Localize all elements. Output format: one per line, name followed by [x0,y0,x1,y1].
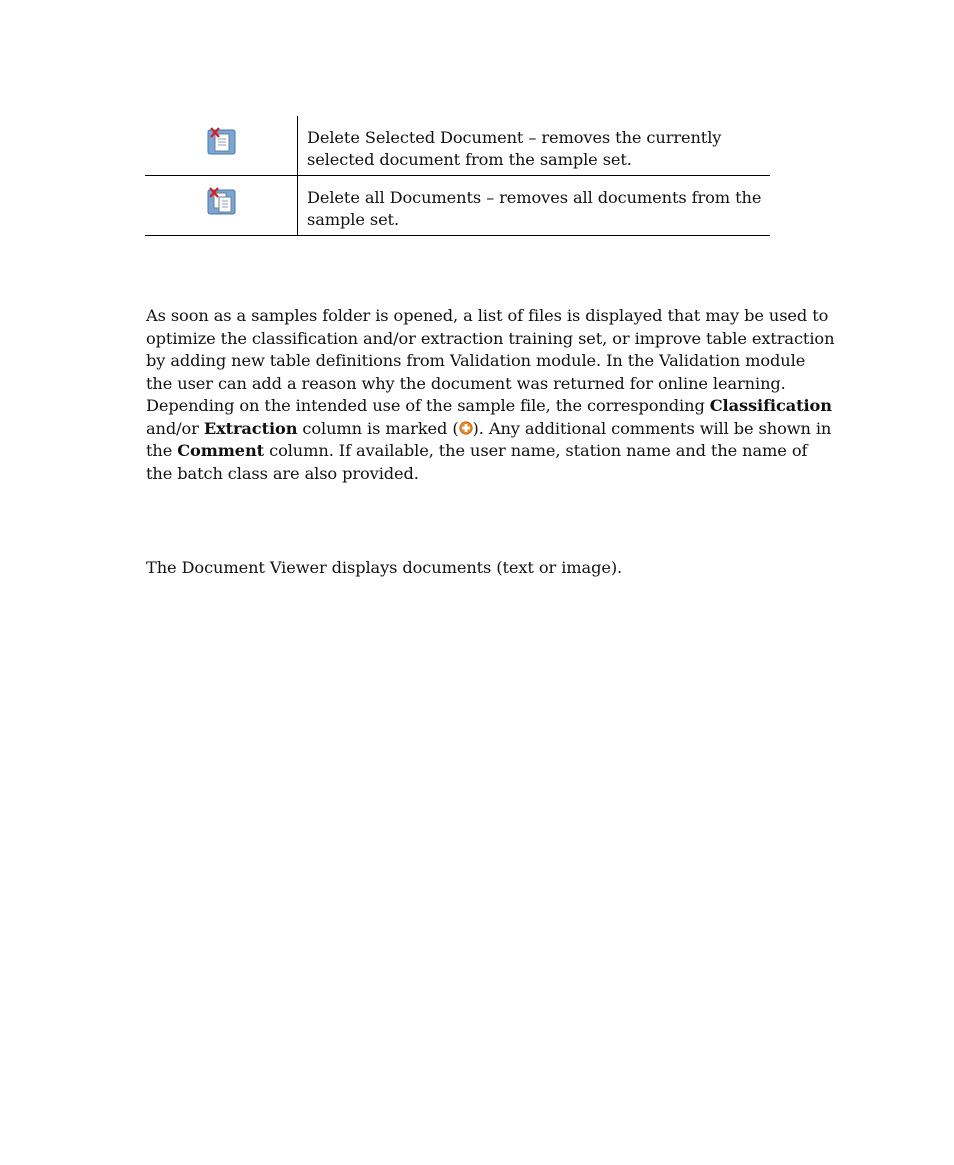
orange-plus-marker-icon [459,419,473,433]
toolbar-icon-table [145,116,770,236]
paragraph-text: As soon as a samples folder is opened, a list of files is displayed that may be used to optimize the classification and/or extraction training set, or improve table extraction by adding new table definitions from Validation module. In the Validation module the user can add a reason why the document was returned for online learning. Depending on the intended use of the sample file, the corresponding [146,306,835,415]
samples-folder-paragraph [146,305,836,485]
table-row [145,116,770,176]
paragraph-text: column. If available, the user name, station name and the name of the batch class are also provided. [146,441,808,483]
icon-cell [145,176,298,235]
row-description: Delete Selected Document – removes the currently selected document from the sample set. [307,128,722,169]
classification-term: Classification [709,396,832,415]
icon-cell [145,116,298,175]
comment-term: Comment [177,441,265,460]
paragraph-text: column is marked ( [297,418,459,438]
paragraph-text: and/or [146,418,204,438]
row-description: Delete all Documents – removes all documents from the sample set. [307,188,762,229]
table-row [145,176,770,236]
document-viewer-paragraph: The Document Viewer displays documents (text or image). [146,558,623,577]
extraction-term: Extraction [203,418,298,438]
delete-selected-document-icon [207,127,236,156]
paragraph-text: ). Any additional comments will be shown in the [146,418,832,460]
delete-all-documents-icon [207,187,236,216]
